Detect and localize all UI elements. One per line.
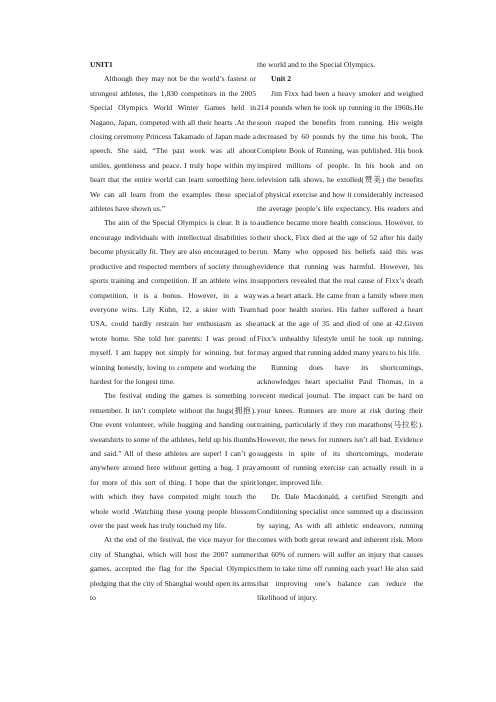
paragraph-jim-fixx: Jim Fixx had been a heavy smoker and weighed 214 pounds when he took up running in the 1960s.He soon reaped the benefits from running. His weight decreased by 60 pounds by the time his book, The Complete Book of Running, was published. His book inspired millions of people. In his book and on television talk shows, he extolled(赞美) the benefits of physical exercise and how it considerably increased the average people’s life expectancy. His readers and audience became more health conscious. However, to their shock, Fixx died at the age of 52 after his daily run. Many who opposed his beliefs said this was evidence that running was harmful. However, his supporters revealed that the real cause of Fixx’s death was a heart attack. He came from a family where men had poor health stories. His father suffered a heart attack at the age of 35 and died of one at 42.Given Fixx’s unhealthy lifestyle until he took up running, may argued that running added many years to his life. xyxy=(257,88,423,358)
paragraph-dale-macdonald: Dr. Dale Macdonald, a certified Strength and Conditioning specialist once summed up a discussion by saying, As with all athletic endeavors, running comes with both great reward and inherent risk. More that 60% of runners will suffer an injury that causes them to take time off running each year! He also said that improving one’s balance can reduce the likelihood of injury. xyxy=(257,492,423,603)
paragraph-special-olympics-intro: Although they may not be the world’s fastest or strongest athletes, the 1,830 competitors in the 2005 Special Olympics World Winter Games held in Nagano, Japan, competed with all their hearts .At the closing ceremony Princess Takamado of Japan made a speech. She said, “The past week was all about smiles, gentleness and peace. I truly hope within my heart that the entire world can learn something here. We can all learn from the examples these special athletes have shown us.” xyxy=(90,74,256,214)
unit1-heading: UNIT1 xyxy=(90,60,113,69)
paragraph-festival: The festival ending the games is something to remember. It isn’t complete without the hugs(拥抱). One event volunteer, while hugging and handing out sweatshirts to some of the athletes, held up his thumbs and said.” All of these athletes are super! I can’t go anywhere around here without getting a hug. I pray for more of this sort of thing. I hope that the spirit with which they have competed might touch the whole world .Watching these young people blossom over the past week has truly touched my life. xyxy=(90,391,256,530)
paragraph-continuation: the world and to the Special Olympics. xyxy=(257,60,376,69)
unit2-heading: Unit 2 xyxy=(271,74,292,84)
left-column xyxy=(90,58,256,605)
right-column xyxy=(257,58,423,605)
paragraph-running-shortcomings: Running does have its shortcomings, acknowledges heart specialist Paul Thomas, in a recent medical journal. The impact can be hard on your knees. Runners are more at risk during their training, particularly if they run marathons(马拉松). However, the news for runners isn’t all bad. Evidence suggests in spite of its shortcomings, moderate amount of running exercise can actually result in a longer, improved life. xyxy=(257,362,423,487)
paragraph-shanghai: At the end of the festival, the vice mayor for the city of Shanghai, which will host the 2007 summer games, accepted the flag for the Special Olympics pledging that the city of Shanghai would open its arms to xyxy=(90,535,256,603)
paragraph-special-olympics-aim: The aim of the Special Olympics is clear. It is to encourage individuals with intellectual disabilities to become physically fit. They are also encouraged to be productive and respected members of society through sports training and competition. If an athlete wins in competition, it is a bonus. However, in a way everyone wins. Lily Kuhn, 12, a skier with Team USA, could hardly restrain her enthusiasm as she wrote home. She told her parents: I was proud of myself. I am happy not simply for winning, but for winning honestly, loving to compete and working the hardest for the longest time. xyxy=(90,218,256,386)
